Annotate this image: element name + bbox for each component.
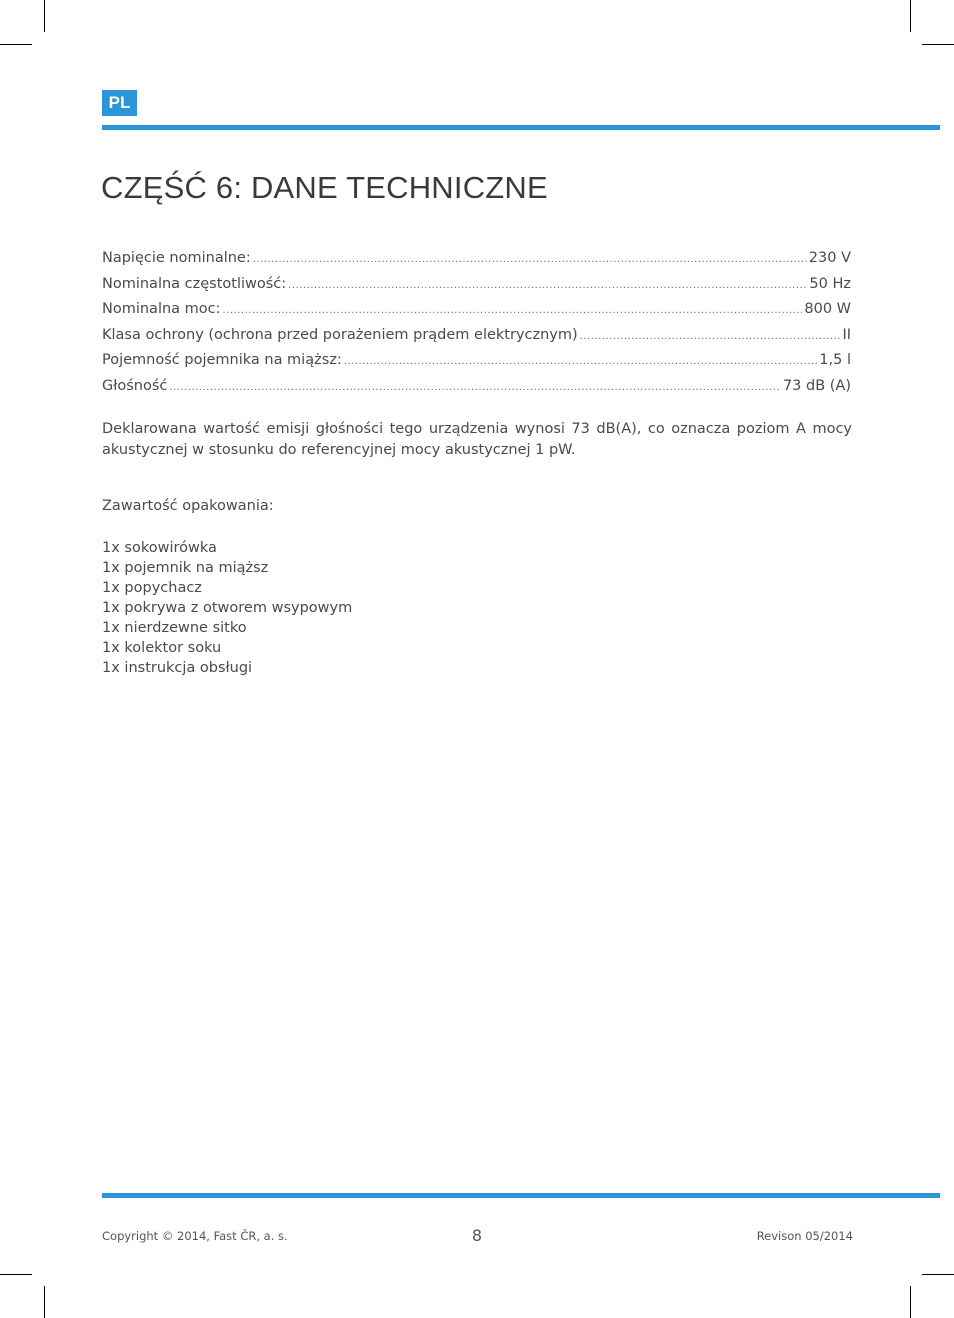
footer-revision: Revison 05/2014 [756,1229,853,1243]
page-title: CZĘŚĆ 6: DANE TECHNICZNE [101,170,548,205]
spec-row-power [102,301,851,327]
crop-mark [922,1274,954,1275]
spec-value: 1,5 l [819,352,851,369]
spec-row-frequency [102,276,851,302]
footer-copyright: Copyright © 2014, Fast ČR, a. s. [102,1229,288,1243]
spec-row-pulp-capacity [102,352,851,378]
spec-value: 800 W [804,301,851,318]
spec-value: 73 dB (A) [782,377,851,394]
crop-mark [44,0,45,32]
crop-mark [922,44,954,45]
spec-label: Klasa ochrony (ochrona przed porażeniem prądem elektrycznym) [102,326,578,343]
dot-leader [169,382,781,393]
noise-declaration: Deklarowana wartość emisji głośności tego urządzenia wynosi 73 dB(A), co oznacza poziom A mocy akustycznej w stosunku do referencyjnej mocy akustycznej 1 pW. [102,421,852,458]
crop-mark [910,0,911,32]
contents-heading: Zawartość opakowania: [102,498,274,514]
spec-list [102,250,851,404]
spec-value: 230 V [808,250,851,266]
dot-leader [223,305,803,316]
page-number: 8 [471,1226,483,1245]
spec-label: Nominalna moc: [102,301,221,318]
spec-value: II [842,326,851,343]
crop-mark [0,44,32,45]
spec-row-voltage [102,250,851,276]
dot-leader [288,280,807,291]
list-item: 1x sokowirówka [102,540,217,556]
spec-label: Głośność [102,377,168,394]
list-item: 1x pokrywa z otworem wsypowym [102,600,353,616]
spec-label: Nominalna częstotliwość: [102,275,287,292]
list-item: 1x kolektor soku [102,640,222,656]
language-tag: PL [102,90,137,116]
spec-label: Napięcie nominalne: [102,250,251,266]
crop-mark [44,1286,45,1318]
spec-label: Pojemność pojemnika na miąższ: [102,352,342,369]
dot-leader [580,331,841,342]
dot-leader [344,356,818,367]
list-item: 1x instrukcja obsługi [102,660,253,676]
contents-list [102,538,352,678]
crop-mark [910,1286,911,1318]
header-rule [102,125,940,130]
spec-value: 50 Hz [809,275,851,292]
list-item: 1x nierdzewne sitko [102,620,247,636]
dot-leader [253,254,807,265]
footer-rule [102,1193,940,1198]
list-item: 1x popychacz [102,580,202,596]
crop-mark [0,1274,32,1275]
spec-row-noise [102,378,851,404]
list-item: 1x pojemnik na miąższ [102,560,269,576]
spec-row-protection-class [102,327,851,353]
